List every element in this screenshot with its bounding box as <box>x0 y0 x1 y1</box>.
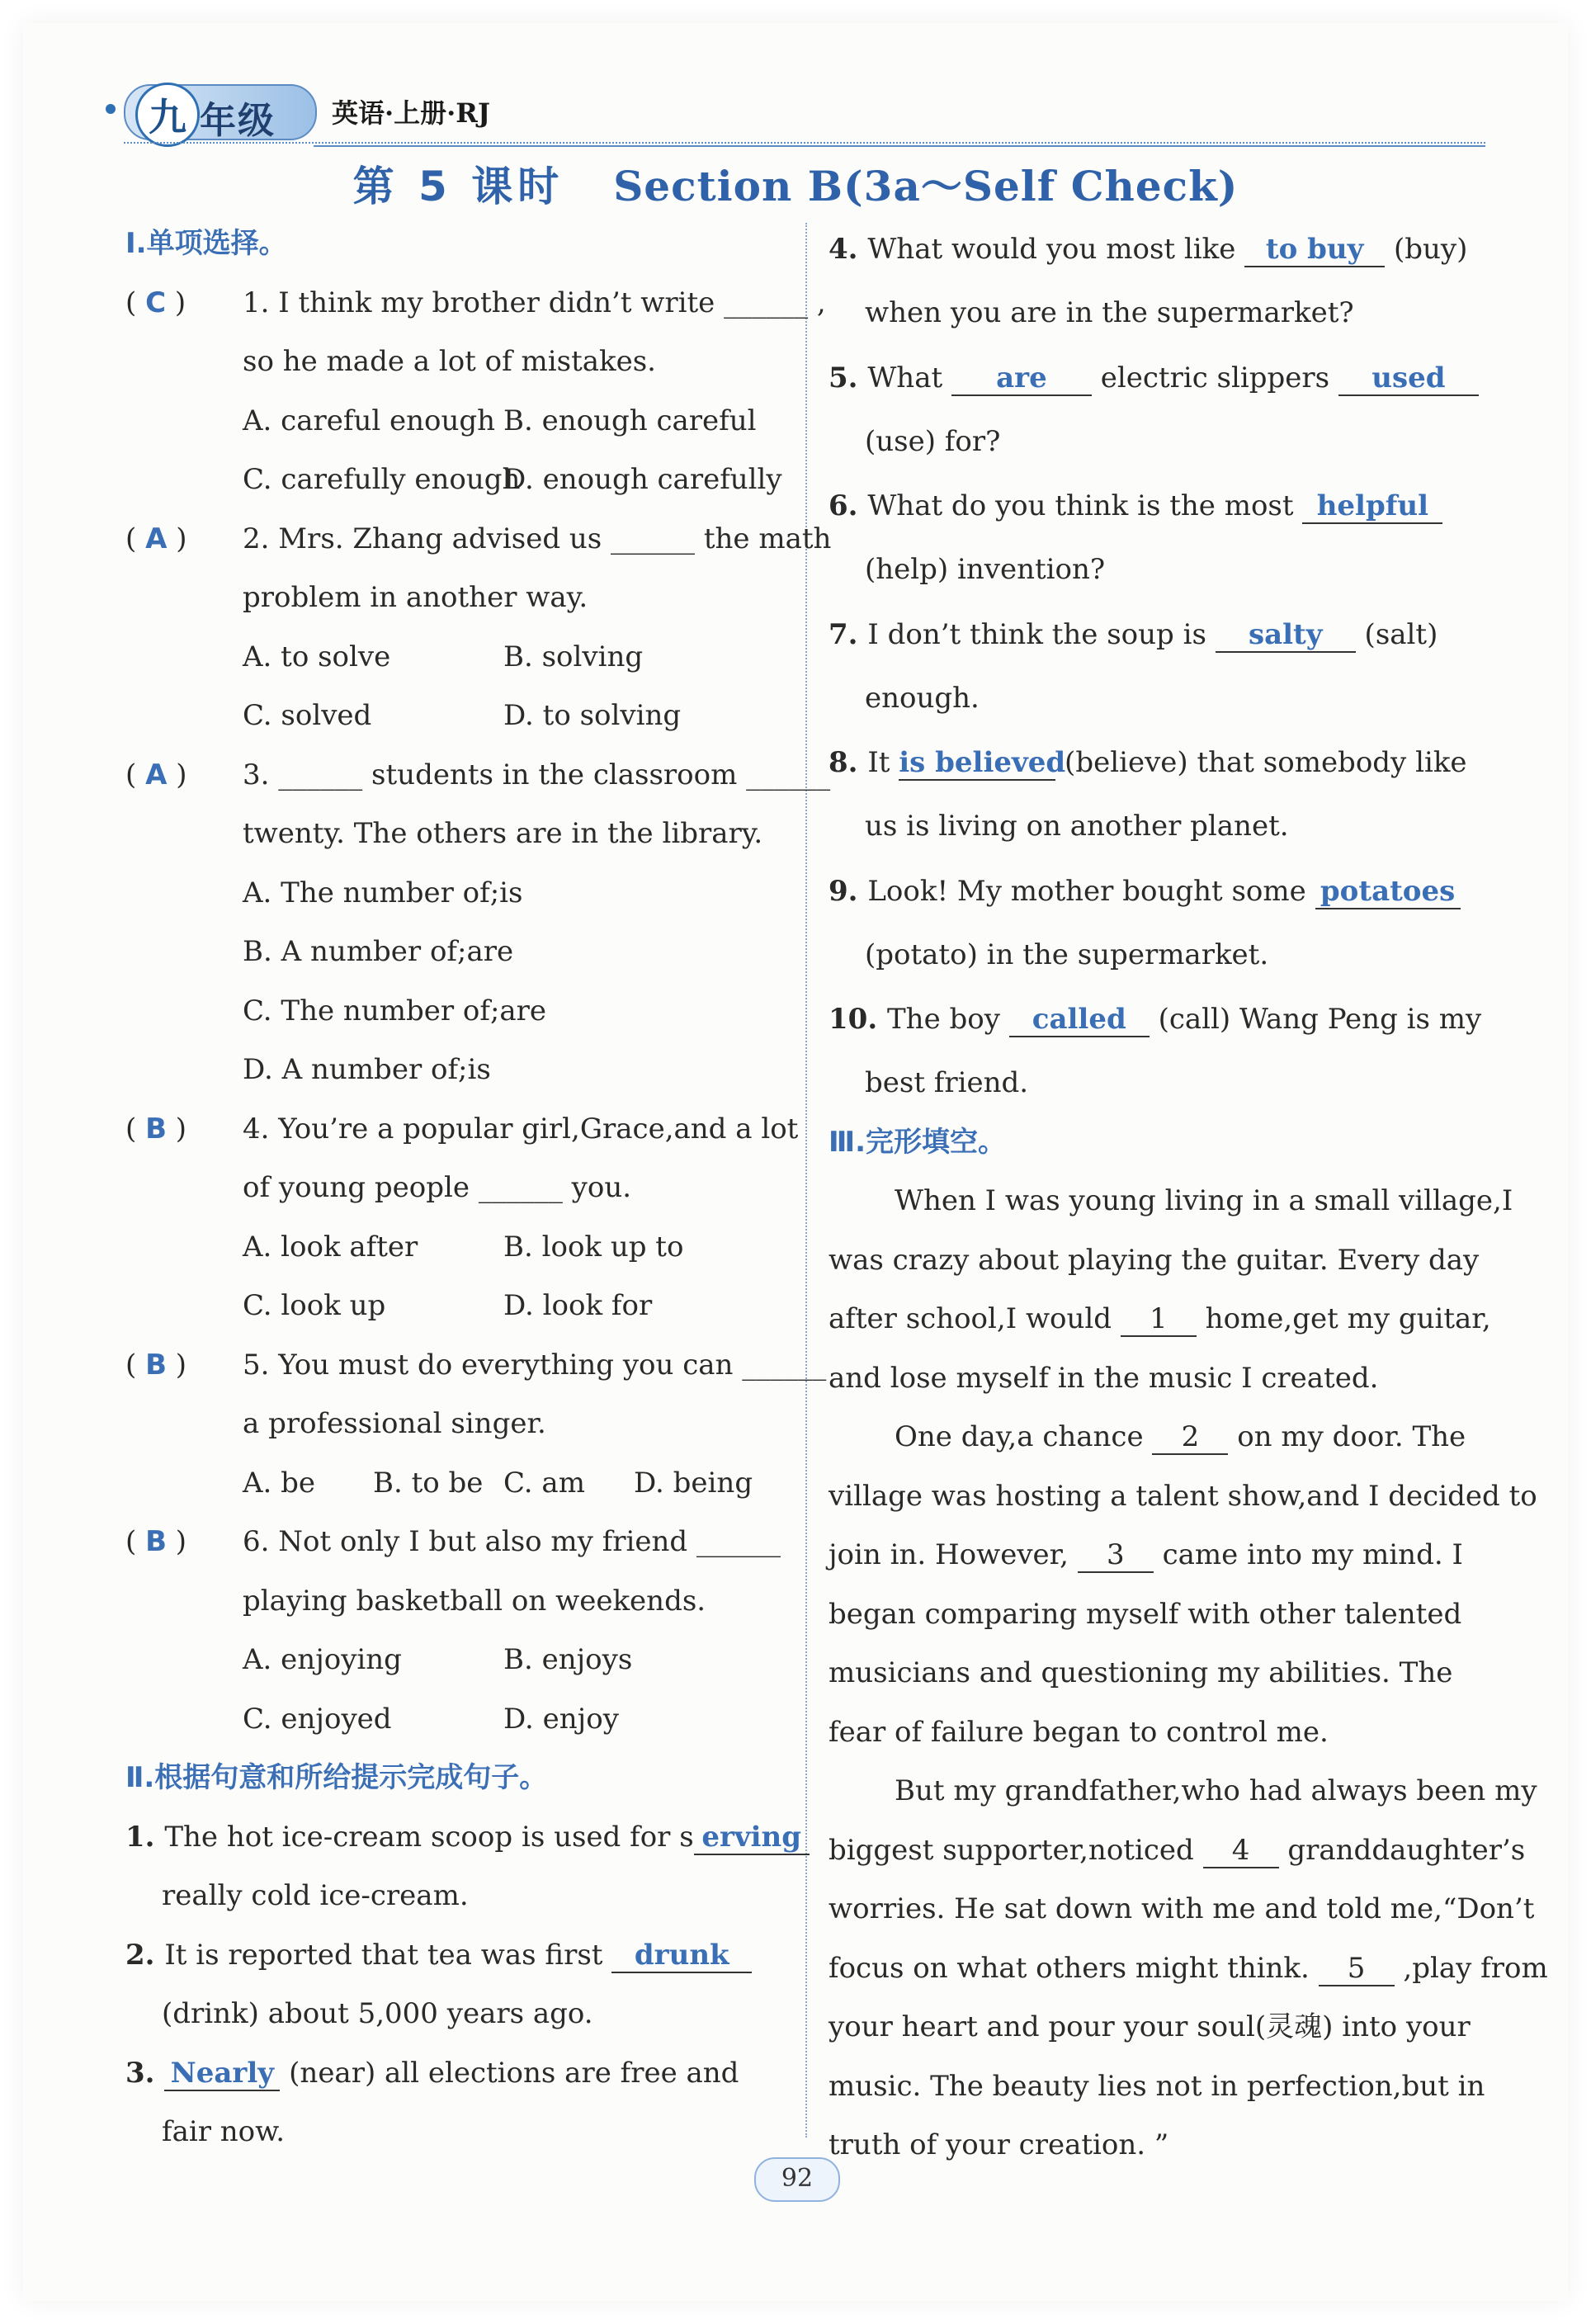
options-row <box>125 687 786 746</box>
cloze-text: But my grandfather,who had always been my <box>895 1774 1537 1807</box>
item-number: 6. <box>829 489 868 522</box>
sentence-text: electric slippers <box>1091 361 1338 394</box>
answer-paren: ( C ) <box>125 286 186 319</box>
cloze-text: focus on what others might think. <box>829 1951 1319 1985</box>
cloze-blank: 3 <box>1078 1538 1154 1573</box>
cloze-line <box>829 1290 1489 1349</box>
question-text-cont: a professional singer. <box>243 1407 546 1440</box>
fill-line <box>829 600 1489 669</box>
cloze-line <box>829 1231 1489 1291</box>
sentence-text: The boy <box>887 1003 1009 1036</box>
item-number: 7. <box>829 617 868 651</box>
cloze-text: was crazy about playing the guitar. Every day <box>829 1243 1480 1277</box>
question-text: 5. You must do everything you can ______ <box>243 1348 827 1382</box>
header <box>124 79 1485 145</box>
section-heading-3: Ⅲ.完形填空。 <box>829 1125 1007 1159</box>
multiple-choice-list <box>125 274 832 1750</box>
option: D. to solving <box>503 699 682 732</box>
fill-line <box>125 2044 786 2104</box>
cloze-line <box>829 1644 1489 1703</box>
question-text-cont: playing basketball on weekends. <box>243 1584 706 1618</box>
answer-blank <box>1302 489 1442 524</box>
sentence-text: The hot ice-cream scoop is used for s <box>164 1820 694 1854</box>
option: B. A number of;are <box>243 935 514 968</box>
item-number: 10. <box>829 1003 887 1036</box>
fill-line-cont: (use) for? <box>865 424 1001 458</box>
option: C. look up <box>243 1289 386 1322</box>
fill-line-cont: fair now. <box>162 2115 286 2148</box>
fill-line-cont: when you are in the supermarket? <box>865 296 1354 329</box>
cloze-line <box>829 1762 1537 1821</box>
answer-blank <box>1216 618 1356 653</box>
question-line <box>125 746 831 805</box>
cloze-text: and lose myself in the music I created. <box>829 1361 1379 1395</box>
choice-answer: B <box>145 1525 167 1558</box>
options-row <box>125 1631 786 1690</box>
filled-answer: helpful <box>1316 489 1428 522</box>
option: A. The number of;is <box>243 876 523 909</box>
option: C. am <box>503 1466 585 1500</box>
filled-answer: Nearly <box>170 2056 274 2090</box>
item-number: 3. <box>125 2056 165 2090</box>
cloze-text: When I was young living in a small village,I <box>895 1184 1513 1217</box>
answer-blank <box>899 746 1066 781</box>
cloze-text: on my door. The <box>1228 1420 1466 1453</box>
question-text: 4. You’re a popular girl,Grace,and a lot <box>243 1112 799 1145</box>
sentence-text: What would you most like <box>867 233 1245 266</box>
question-text-cont: problem in another way. <box>243 581 588 614</box>
sentence-text: What <box>867 361 951 394</box>
sentence-text: It <box>867 746 899 779</box>
answer-blank <box>164 2057 280 2091</box>
item-number: 8. <box>829 746 868 779</box>
filled-answer: called <box>1032 1003 1126 1036</box>
question-text-cont: so he made a lot of mistakes. <box>243 345 656 378</box>
item-number: 5. <box>829 361 868 394</box>
item-number: 4. <box>829 233 868 266</box>
cloze-text: truth of your creation. ” <box>829 2128 1169 2161</box>
answer-blank <box>1315 875 1461 909</box>
options-row <box>125 451 786 510</box>
cloze-line <box>829 1467 1537 1527</box>
answer-paren: ( A ) <box>125 758 187 791</box>
filled-answer: are <box>996 361 1047 394</box>
option: B. enough careful <box>503 404 757 437</box>
fill-line-cont: us is living on another planet. <box>865 810 1289 843</box>
cloze-text: fear of failure began to control me. <box>829 1715 1329 1749</box>
cloze-text: musicians and questioning my abilities. The <box>829 1656 1453 1689</box>
option: A. look after <box>243 1230 418 1264</box>
fill-line-cont: (potato) in the supermarket. <box>865 938 1269 971</box>
option: B. to be <box>373 1466 484 1500</box>
fill-line-cont: enough. <box>865 681 980 715</box>
fill-line <box>829 343 1489 413</box>
option: B. look up to <box>503 1230 684 1264</box>
sentence-text: I don’t think the soup is <box>867 617 1216 651</box>
answer-paren: ( B ) <box>125 1112 187 1145</box>
options-row <box>125 1454 786 1514</box>
question-text: 2. Mrs. Zhang advised us ______ the math <box>243 522 832 555</box>
options-row <box>125 982 786 1042</box>
cloze-line <box>829 1703 1489 1763</box>
choice-answer: A <box>145 758 168 791</box>
cloze-line <box>829 1939 1548 1999</box>
cloze-text: music. The beauty lies not in perfection,but in <box>829 2069 1485 2103</box>
section-heading-1: Ⅰ.单项选择。 <box>125 227 287 260</box>
fill-line-cont: really cold ice-cream. <box>162 1879 469 1912</box>
answer-blank <box>1009 1003 1150 1037</box>
cloze-blank: 4 <box>1203 1834 1279 1868</box>
fill-line <box>125 1808 802 1868</box>
option: C. enjoyed <box>243 1702 392 1736</box>
cloze-text: after school,I would <box>829 1302 1121 1335</box>
cloze-text: worries. He sat down with me and told me,“Don’t <box>829 1892 1535 1925</box>
filled-answer: potatoes <box>1320 874 1456 908</box>
cloze-text: came into my mind. I <box>1153 1538 1463 1571</box>
item-number: 9. <box>829 874 868 908</box>
filled-answer: used <box>1371 361 1446 394</box>
grade-suffix: 年级 <box>200 100 276 142</box>
question-text: 1. I think my brother didn’t write ______ , <box>243 286 826 319</box>
cloze-blank: 1 <box>1121 1302 1197 1337</box>
fill-line <box>125 1926 786 1986</box>
option: C. solved <box>243 699 372 732</box>
question-line <box>125 274 826 333</box>
cloze-passage <box>829 1172 1548 2175</box>
cloze-text: One day,a chance <box>895 1420 1153 1453</box>
fill-line <box>829 985 1489 1054</box>
option: D. being <box>634 1466 753 1500</box>
fill-line-cont: best friend. <box>865 1066 1029 1099</box>
cloze-line <box>829 1880 1535 1939</box>
option: A. be <box>243 1466 316 1500</box>
subject-label: 英语·上册·RJ <box>332 97 491 129</box>
cloze-text: home,get my guitar, <box>1196 1302 1491 1335</box>
question-text-cont: of young people ______ you. <box>243 1171 632 1204</box>
grade-char: 九 <box>135 83 200 147</box>
cloze-line <box>829 1526 1489 1585</box>
choice-answer: C <box>145 286 167 319</box>
cloze-text: village was hosting a talent show,and I decided to <box>829 1479 1537 1513</box>
fill-line <box>829 857 1489 926</box>
filled-answer: to buy <box>1265 233 1364 266</box>
item-number: 1. <box>125 1820 165 1854</box>
sentence-text: (believe) that somebody like <box>1055 746 1467 779</box>
option: B. solving <box>503 640 644 673</box>
option: A. to solve <box>243 640 391 673</box>
sentence-text: (call) Wang Peng is my <box>1149 1003 1482 1036</box>
cloze-text: granddaughter’s <box>1278 1833 1526 1867</box>
answer-blank <box>951 361 1092 396</box>
option: D. look for <box>503 1289 653 1322</box>
option: D. enjoy <box>503 1702 619 1736</box>
filled-answer: salty <box>1248 617 1323 651</box>
answer-blank <box>1244 233 1385 267</box>
cloze-line <box>829 2116 1489 2175</box>
question-line <box>125 1336 827 1396</box>
cloze-blank: 5 <box>1319 1952 1395 1986</box>
choice-answer: A <box>145 522 168 555</box>
item-number: 2. <box>125 1938 165 1972</box>
choice-answer: B <box>145 1112 167 1145</box>
options-row <box>125 923 786 982</box>
filled-answer: drunk <box>634 1938 729 1972</box>
options-row <box>125 628 786 687</box>
section-label: Section B(3a～Self Check) <box>613 162 1239 210</box>
cloze-blank: 2 <box>1152 1420 1228 1455</box>
options-row <box>125 392 786 451</box>
answer-blank <box>1338 361 1479 396</box>
cloze-text: join in. However, <box>829 1538 1078 1571</box>
question-text-cont: twenty. The others are in the library. <box>243 817 763 850</box>
fill-line-cont: (drink) about 5,000 years ago. <box>162 1997 593 2030</box>
option: D. A number of;is <box>243 1053 491 1086</box>
cloze-text: biggest supporter,noticed <box>829 1833 1203 1867</box>
question-text: 6. Not only I but also my friend ______ <box>243 1525 781 1558</box>
cloze-line <box>829 1998 1489 2057</box>
filled-answer: is believed <box>899 746 1066 779</box>
page-number: 92 <box>754 2157 840 2202</box>
question-line <box>125 1513 786 1572</box>
options-row <box>125 1218 786 1278</box>
cloze-line <box>829 1585 1489 1645</box>
right-column <box>829 215 1548 2175</box>
header-dotted-rule <box>124 142 1485 144</box>
sentence-text: What do you think is the most <box>867 489 1303 522</box>
header-dot-decoration <box>106 104 116 114</box>
answer-blank <box>694 1821 810 1855</box>
cloze-line <box>829 1408 1489 1467</box>
header-rule <box>314 145 1485 147</box>
cloze-line <box>829 1172 1513 1231</box>
option: B. enjoys <box>503 1643 633 1676</box>
cloze-text: ,play from <box>1394 1951 1548 1985</box>
fill-line <box>829 471 1489 541</box>
fill-line-cont: (help) invention? <box>865 553 1106 586</box>
answer-paren: ( A ) <box>125 522 187 555</box>
page-title <box>0 154 1591 213</box>
option: D. enough carefully <box>503 463 782 496</box>
sentence-text: It is reported that tea was first <box>164 1938 612 1972</box>
cloze-text: your heart and pour your soul(灵魂) into your <box>829 2010 1471 2043</box>
option: C. The number of;are <box>243 994 547 1027</box>
grade-badge <box>124 84 317 140</box>
question-text: 3. ______ students in the classroom ______ <box>243 758 831 791</box>
answer-blank <box>611 1939 752 1973</box>
question-line <box>125 1100 799 1160</box>
option: A. enjoying <box>243 1643 402 1676</box>
sentence-text: Look! My mother bought some <box>867 874 1315 908</box>
options-row <box>125 1041 786 1100</box>
cloze-text: began comparing myself with other talented <box>829 1597 1462 1631</box>
filled-answer: erving <box>701 1820 802 1854</box>
lesson-label: 第 5 课时 <box>352 163 564 210</box>
options-row <box>125 1690 786 1750</box>
options-row <box>125 864 786 923</box>
answer-paren: ( B ) <box>125 1348 187 1382</box>
option: C. carefully enough <box>243 463 521 496</box>
sentence-text: (buy) <box>1385 233 1468 266</box>
sentence-text: (near) all elections are free and <box>280 2056 739 2090</box>
cloze-line <box>829 2057 1489 2117</box>
fill-line <box>829 215 1489 284</box>
left-column <box>125 215 832 2162</box>
sentence-text: (salt) <box>1355 617 1438 651</box>
fill-line <box>829 728 1489 797</box>
cloze-line <box>829 1821 1526 1881</box>
cloze-line <box>829 1349 1489 1409</box>
choice-answer: B <box>145 1348 167 1382</box>
option: A. careful enough <box>243 404 496 437</box>
answer-paren: ( B ) <box>125 1525 187 1558</box>
options-row <box>125 1277 786 1336</box>
fill-in-list-left <box>125 1808 802 2162</box>
question-line <box>125 510 832 569</box>
fill-in-list-right <box>829 215 1489 1113</box>
section-heading-2: Ⅱ.根据句意和所给提示完成句子。 <box>125 1761 548 1794</box>
